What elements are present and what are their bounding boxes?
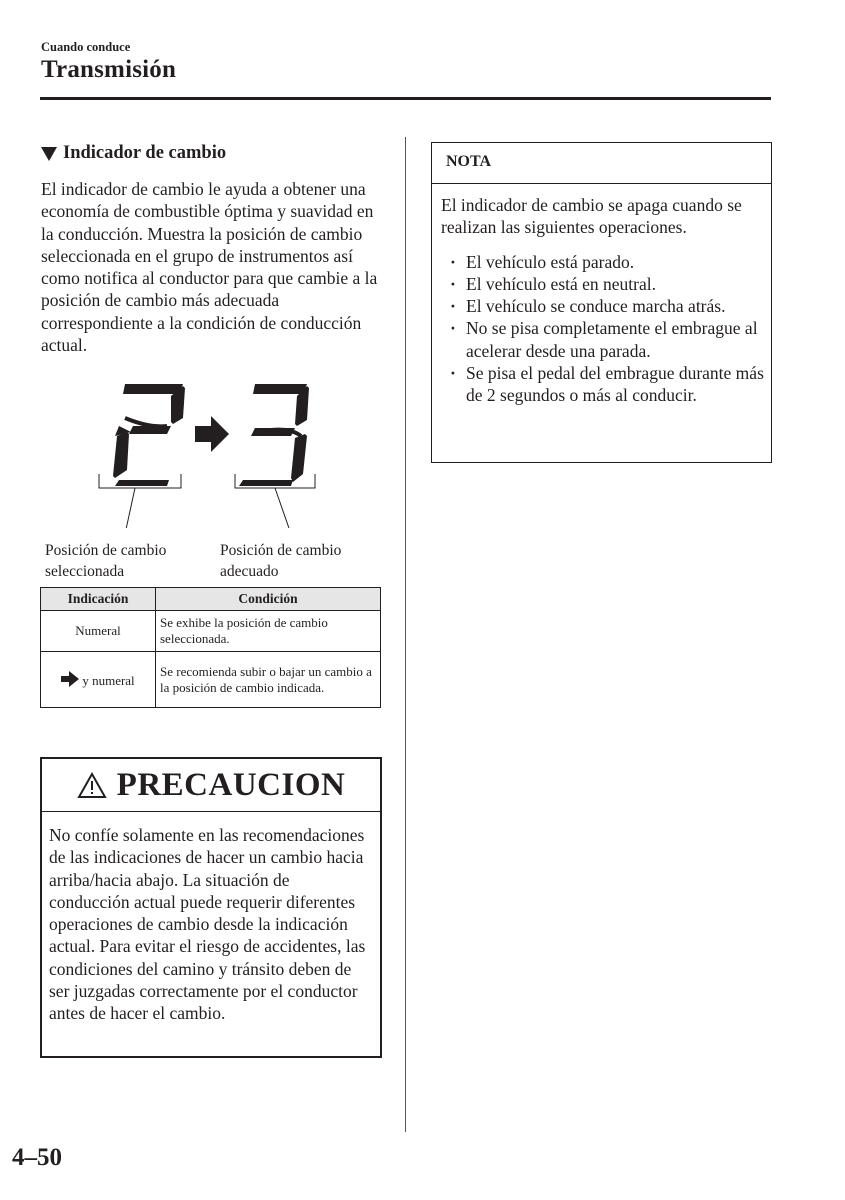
- indicator-heading-text: Indicador de cambio: [63, 143, 227, 163]
- indication-text: y numeral: [82, 672, 135, 688]
- list-item: · No se pisa completamente el embrague al acelerar desde una parada.: [448, 317, 771, 362]
- note-title: NOTA: [432, 143, 771, 184]
- condition-cell: Se exhibe la posición de cambio seleccionada.: [156, 611, 381, 652]
- warning-triangle-icon: [77, 772, 107, 799]
- column-divider: [405, 137, 406, 1132]
- label-selected-position: Posición de cambio seleccionada: [45, 542, 167, 580]
- note-box: [431, 142, 772, 463]
- note-intro: El indicador de cambio se apaga cuando se realizan las siguientes operaciones.: [441, 195, 742, 238]
- triangle-down-icon: [41, 147, 57, 161]
- section-label: Cuando conduce: [41, 40, 131, 54]
- list-item: · Se pisa el pedal del embrague durante más de 2 segundos o más al conducir.: [448, 362, 771, 407]
- page-title: Transmisión: [41, 56, 177, 83]
- shift-arrow-icon: [61, 671, 79, 687]
- indicator-description: El indicador de cambio le ayuda a obtener una economía de combustible óptima y suavidad en la conducción. Muestra la posición de cambio seleccionada en el grupo de instrumentos así como notifica al conductor para que cambie a la posición de cambio más adecuada correspondiente a la condición de conducción actual.: [41, 179, 378, 356]
- table-header-condition: Condición: [156, 588, 381, 611]
- table-row: [41, 611, 381, 652]
- digit-2-display: [95, 378, 185, 486]
- note-list: [432, 251, 771, 407]
- indication-cell: Numeral: [41, 611, 156, 652]
- caution-title: PRECAUCION: [116, 766, 346, 803]
- shift-arrow-icon: [195, 416, 229, 452]
- list-item: · El vehículo está en neutral.: [448, 273, 771, 295]
- label-adequate-position: Posición de cambio adecuado: [220, 542, 342, 580]
- indicator-heading: [41, 143, 226, 164]
- table-row: [41, 652, 381, 708]
- caution-box: [40, 757, 382, 1058]
- title-rule: [40, 97, 771, 100]
- condition-cell: Se recomienda subir o bajar un cambio a la posición de cambio indicada.: [156, 652, 381, 708]
- page-number: 4–50: [12, 1144, 62, 1171]
- table-header-indication: Indicación: [41, 588, 156, 611]
- shift-indicator-figure: [95, 378, 325, 528]
- list-item: · El vehículo se conduce marcha atrás.: [448, 295, 771, 317]
- list-item: · El vehículo está parado.: [448, 251, 771, 273]
- indicator-table: [40, 587, 381, 708]
- caution-text: No confíe solamente en las recomendaciones de las indicaciones de hacer un cambio hacia arriba/hacia abajo. La situación de conducción actual puede requerir diferentes operaciones de cambio desde la indicación actual. Para evitar el riesgo de accidentes, las condiciones del camino y tránsito deben de ser juzgadas correctamente por el conductor antes de hacer el cambio.: [49, 825, 366, 1024]
- indication-cell: [41, 652, 156, 708]
- caution-header: [42, 759, 380, 812]
